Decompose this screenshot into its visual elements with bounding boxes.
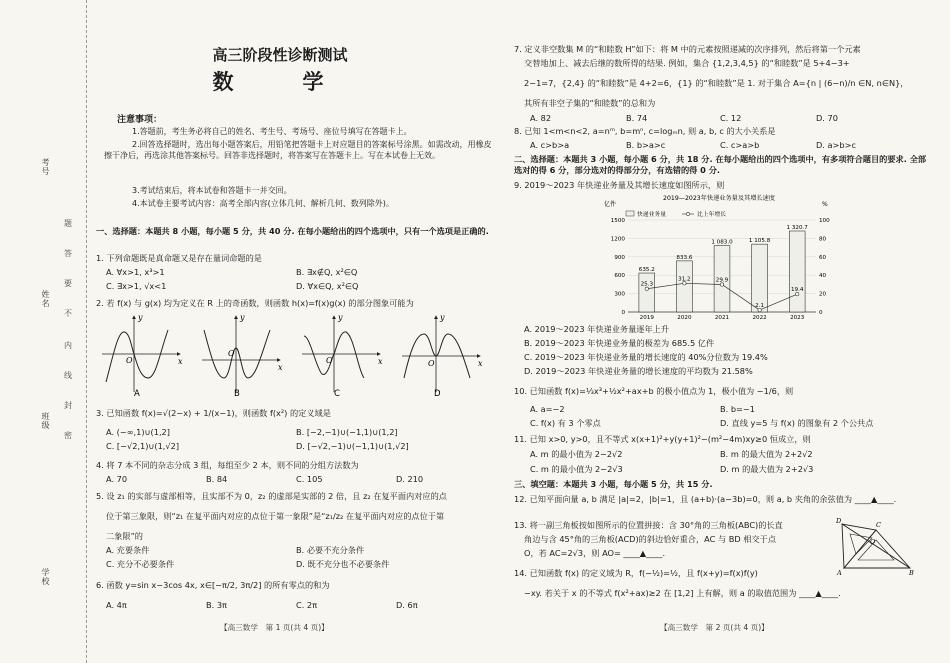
growth-value-label: 25.3 [640,281,654,288]
notice-item: 4.本试卷主要考试内容：高考全部内容(立体几何、解析几何、数列除外)。 [132,199,394,208]
school-label: 学校 [41,568,50,586]
question-stem: −xy. 若关于 x 的不等式 f(x²+ax)≥2 在 [1,2] 上有解，则 a 的取值范围为 ____▲____. [524,588,841,598]
option-d: D. 既不充分也不必要条件 [296,559,390,569]
origin-label: O [126,356,133,365]
axis-y-label: y [338,313,343,322]
question-stem: 二象限”的 [106,531,143,541]
question-stem: 位于第三象限，则“z₁ 在复平面内对应的点位于第一象限”是“z₁/z₂ 在复平面内对应的点位于第 [106,511,445,521]
x-tick-label: 2021 [714,315,730,321]
seal-char: 密 [64,431,72,440]
axis-x-label: x [378,357,383,366]
bar [639,273,655,312]
notice-item: 3.考试结束后，将本试卷和答题卡一并交回。 [132,186,292,195]
option-c: C. c>a>b [720,140,760,150]
axis-x-label: x [178,357,183,366]
bar-value-label: 1 083.0 [711,239,733,246]
left-tick-label: 1500 [610,218,625,224]
legend-label: 快递业务量 [637,212,666,218]
right-tick-label: 100 [819,218,830,224]
option-d: D. ∀x∈Q, x²∈Q [296,281,359,291]
exam-title: 高三阶段性诊断测试 [212,46,348,64]
left-tick-label: 1200 [610,236,625,243]
option-d: D. 2019～2023 年快递业务量的增长速度的平均数为 21.58% [524,366,753,376]
bar-value-label: 635.2 [638,267,655,274]
seal-char: 内 [64,341,72,350]
question-stem: 14. 已知函数 f(x) 的定义域为 R，f(−½)=½，且 f(x+y)=f(x)f(y) [514,568,758,578]
option-a: A. (−∞,1)∪(1,2] [106,427,170,437]
origin-label: O [428,359,435,368]
section-heading: 三、填空题：本题共 3 小题，每小题 5 分，共 15 分. [514,479,713,489]
graph-b [202,313,283,398]
q13-figure [836,516,916,576]
question-stem: 7. 定义非空数集 M 的“和睦数 H”如下：将 M 中的元素按照递减的次序排列，然后将第一个元素 [514,44,861,54]
option-b: B. b>a>c [626,140,666,150]
axis-y-label: y [440,313,445,322]
axis-y-label: y [138,313,143,322]
question-stem: 5. 设 z₁ 的实部与虚部相等，且实部不为 0，z₂ 的虚部是实部的 2 倍，且 z₂ 在复平面内对应的点 [96,491,447,501]
question-stem: 9. 2019～2023 年快递业务量及其增长速度如图所示，则 [514,180,725,190]
q2-graphs [100,312,500,398]
x-tick-label: 2020 [677,315,692,321]
question-stem: O，若 AC=2√3，则 AO= ____▲____. [524,548,666,558]
option-a: A. a=−2 [530,404,565,414]
question-stem: 交替地加上、减去后继的数所得的结果. 例如，集合 {1,2,3,4,5} 的“和睦数”是 5+4−3+ [524,58,850,68]
option-b: B. 必要不充分条件 [296,545,365,555]
right-tick-label: 0 [819,310,823,316]
question-stem: 8. 已知 1<m<n<2, a=nᵐ, b=mⁿ, c=logₘn, 则 a, b, c 的大小关系是 [514,126,776,136]
option-b: B. [−2,−1)∪(−1,1)∪(1,2] [296,427,398,437]
seal-char: 封 [64,401,72,410]
seal-char: 线 [64,371,72,380]
option-d: D. 70 [816,113,838,123]
option-a: A. 2019～2023 年快递业务量逐年上升 [524,324,670,334]
left-tick-label: 0 [621,310,625,316]
option-a: A. 70 [106,474,128,484]
growth-value-label: 31.2 [678,276,691,283]
page-footer-left: 【高三数学 第 1 页(共 4 页)】 [220,623,329,632]
option-c: C. 12 [720,113,742,123]
origin-label: O [326,356,333,365]
right-tick-label: 60 [819,254,827,261]
legend-bar-swatch [626,211,634,216]
question-stem: 13. 将一副三角板按如图所示的位置拼接：含 30°角的三角板(ABC)的长直 [514,520,783,530]
q9-chart [594,192,844,326]
option-d: D. [−√2,−1)∪(−1,1)∪(1,√2] [296,441,409,451]
question-stem: 6. 函数 y=sin x−3cos 4x, x∈[−π/2, 3π/2] 的所有零点的和为 [96,580,330,590]
point-label: D [836,517,842,525]
bar [677,261,693,312]
question-stem: 2. 若 f(x) 与 g(x) 均为定义在 R 上的奇函数，则函数 h(x)=f(x)g(x) 的部分图象可能为 [96,298,414,308]
bar-value-label: 1 320.7 [786,224,808,231]
right-tick-label: 80 [819,236,827,243]
name-label: 姓名 [41,290,50,308]
option-b: B. m 的最大值为 2+2√2 [720,449,813,459]
notice-item: 2.回答选择题时，选出每小题答案后，用铅笔把答题卡上对应题目的答案标号涂黑。如需改动，用橡皮擦干净后，再选涂其他答案标号。回答非选择题时，将答案写在答题卡上。写在本试卷上无效。 [104,140,492,160]
option-c: C. 2019～2023 年快递业务量的增长速度的 40%分位数为 19.4% [524,352,768,362]
point-label: B [909,569,914,576]
question-stem: 11. 已知 x>0, y>0，且不等式 x(x+1)²+y(y+1)²−(m²−4m)xy≥0 恒成立，则 [514,434,811,444]
option-d: D. 直线 y=5 与 f(x) 的图象有 2 个公共点 [720,418,874,428]
x-tick-label: 2023 [790,315,805,321]
graph-c [302,313,383,398]
option-b: B. b=−1 [720,404,755,414]
origin-label: O [228,349,235,358]
axis-y-label: y [240,313,245,322]
legend-line-marker [686,212,689,215]
graph-label: D [434,389,441,398]
bar-value-label: 833.6 [676,254,693,261]
growth-value-label: 2.1 [755,303,765,310]
page-footer-right: 【高三数学 第 2 页(共 4 页)】 [660,623,769,632]
graph-label: C [334,389,340,398]
option-d: D. a>b>c [816,140,856,150]
option-c: C. 105 [296,474,323,484]
bar [789,231,805,312]
graph-a [102,313,183,398]
chart-title: 2019—2023年快递业务量及其增长速度 [663,195,775,202]
option-b: B. 3π [206,600,227,610]
point-label: A [837,569,842,576]
question-stem: 其所有非空子集的“和睦数”的总和为 [524,98,656,108]
right-tick-label: 20 [819,291,827,298]
option-a: A. 4π [106,600,127,610]
option-c: C. f(x) 有 3 个零点 [530,418,601,428]
point-label: C [876,521,881,529]
notice-heading: 注意事项： [117,115,163,125]
option-a: A. m 的最小值为 2−2√2 [530,449,623,459]
graph-label: A [134,389,140,398]
option-a: A. c>b>a [530,140,570,150]
chart-legend [626,210,726,218]
left-axis-unit: 亿件 [604,201,617,208]
right-axis-unit: % [822,201,828,208]
option-c: C. 充分不必要条件 [106,559,175,569]
section-heading: 一、选择题：本题共 8 小题，每小题 5 分，共 40 分. 在每小题给出的四个选项中，只有一个选项是正确的. [96,226,489,236]
notice-item: 1.答题前，考生务必将自己的姓名、考生号、考场号、座位号填写在答题卡上。 [132,127,412,136]
question-stem: 4. 将 7 本不同的杂志分成 3 组，每组至少 2 本，则不同的分组方法数为 [96,460,359,470]
option-a: A. 82 [530,113,552,123]
left-tick-label: 900 [614,254,625,261]
graph-label: B [234,389,240,398]
option-c: C. m 的最小值为 2−2√3 [530,464,623,474]
point-label: O [870,538,876,546]
exam-subject: 数 学 [212,69,348,94]
option-c: C. [−√2,1)∪(1,√2] [106,441,180,451]
growth-value-label: 29.9 [715,277,729,284]
candidate-no-label: 考号 [41,158,50,176]
option-d: D. 210 [396,474,424,484]
seal-char: 不 [64,309,72,318]
left-tick-label: 600 [614,273,625,280]
seal-char: 题 [64,219,72,228]
right-tick-label: 40 [819,273,827,280]
option-c: C. 2π [296,600,318,610]
question-stem: 1. 下列命题既是真命题又是存在量词命题的是 [96,253,262,263]
x-tick-label: 2019 [639,315,654,321]
option-a: A. 充要条件 [106,545,150,555]
class-label: 班级 [41,412,50,430]
binding-margin [0,0,87,663]
graph-d [402,313,483,398]
seal-char: 答 [64,249,72,258]
question-stem: 12. 已知平面向量 a, b 满足 |a|=2，|b|=1，且 (a+b)·(a−3b)=0，则 a, b 夹角的余弦值为 ____▲____. [514,494,897,504]
option-b: B. 74 [626,113,648,123]
option-b: B. 84 [206,474,228,484]
question-stem: 角边与含 45°角的三角板(ACD)的斜边恰好重合，AC 与 BD 相交于点 [524,534,777,544]
option-c: C. ∃x>1, √x<1 [106,281,167,291]
x-tick-label: 2022 [752,315,767,321]
seal-char: 要 [64,279,72,288]
bar-value-label: 1 105.8 [748,238,771,245]
legend-label: 比上年增长 [697,212,726,218]
section-heading: 二、选择题：本题共 3 小题，每小题 6 分，共 18 分. 在每小题给出的四个选项中，有多项符合题目的要求. 全部选对的得 6 分，部分选对的得部分分，有选错的得 0 分. [514,154,927,175]
option-b: B. ∃x∉Q, x²∈Q [296,267,358,277]
question-stem: 2−1=7，{2,4} 的“和睦数”是 4+2=6，{1} 的“和睦数”是 1. 对于集合 A={n | (6−n)/n ∈N, n∈N}， [524,78,909,88]
axis-x-label: x [478,359,483,368]
option-b: B. 2019～2023 年快递业务量的极差为 685.5 亿件 [524,338,715,348]
chart-bars [639,225,809,312]
question-stem: 10. 已知函数 f(x)=⅓x³+½x²+ax+b 的极小值点为 1，极小值为 −1/6，则 [514,386,794,396]
option-d: D. m 的最大值为 2+2√3 [720,464,814,474]
option-d: D. 6π [396,600,418,610]
question-stem: 3. 已知函数 f(x)=√(2−x) + 1/(x−1)，则函数 f(x²) 的定义域是 [96,408,331,418]
bar [752,244,768,312]
option-a: A. ∀x>1, x³>1 [106,267,165,277]
axis-x-label: x [278,363,283,372]
growth-value-label: 19.4 [790,287,804,294]
left-tick-label: 300 [614,291,625,298]
